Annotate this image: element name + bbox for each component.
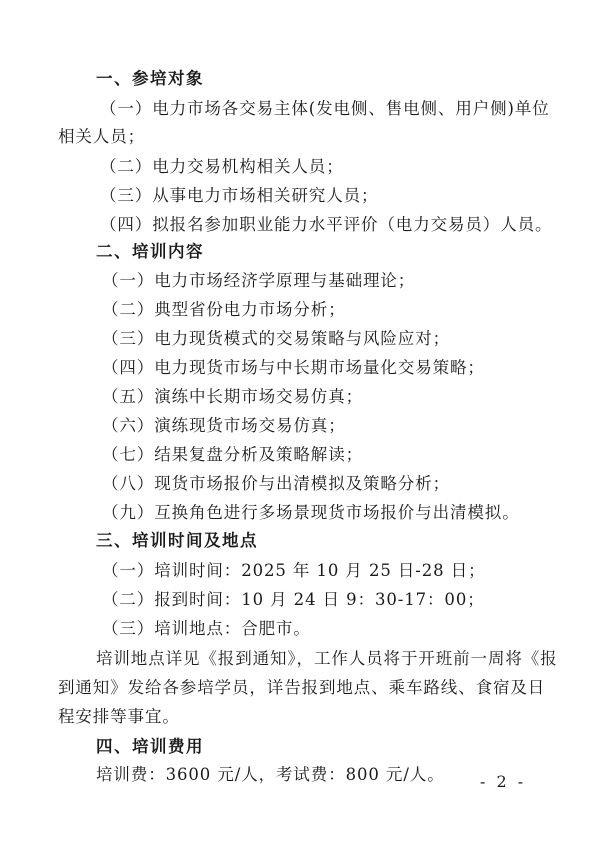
- participant-item-3: （三）从事电力市场相关研究人员；: [100, 186, 379, 205]
- content-item-3: （三）电力现货模式的交易策略与风险应对；: [102, 329, 450, 348]
- schedule-item-training-time: （一）培训时间：2025 年 10 月 25 日-28 日；: [102, 561, 486, 580]
- section-heading-participants: 一、参培对象: [96, 69, 204, 88]
- fees-line: 培训费：3600 元/人，考试费：800 元/人。: [96, 765, 445, 784]
- schedule-item-location: （三）培训地点：合肥市。: [102, 619, 311, 638]
- notice-paragraph-line-3: 程安排等事宜。: [58, 707, 180, 726]
- content-item-7: （七）结果复盘分析及策略解读；: [102, 445, 363, 464]
- section-heading-content: 二、培训内容: [96, 242, 204, 261]
- content-item-1: （一）电力市场经济学原理与基础理论；: [102, 271, 416, 290]
- content-item-4: （四）电力现货市场与中长期市场量化交易策略；: [102, 358, 485, 377]
- participant-item-1: （一）电力市场各交易主体(发电侧、售电侧、用户侧)单位: [100, 99, 550, 118]
- page-number: - 2 -: [480, 772, 527, 791]
- section-heading-time-location: 三、培训时间及地点: [96, 531, 258, 550]
- schedule-item-registration-time: （二）报到时间：10 月 24 日 9：30-17：00；: [102, 590, 485, 609]
- content-item-9: （九）互换角色进行多场景现货市场报价与出清模拟。: [102, 503, 520, 522]
- notice-paragraph-line-1: 培训地点详见《报到通知》，工作人员将于开班前一周将《报: [96, 649, 558, 668]
- content-item-8: （八）现货市场报价与出清模拟及策略分析；: [102, 474, 450, 493]
- notice-paragraph-line-2: 到通知》发给各参培学员，详告报到地点、乘车路线、食宿及日: [58, 678, 546, 697]
- participant-item-2: （二）电力交易机构相关人员；: [100, 157, 344, 176]
- content-item-6: （六）演练现货市场交易仿真；: [102, 416, 346, 435]
- section-heading-fees: 四、培训费用: [96, 737, 204, 756]
- content-item-2: （二）典型省份电力市场分析；: [102, 300, 346, 319]
- content-item-5: （五）演练中长期市场交易仿真；: [102, 387, 363, 406]
- participant-item-1-continued: 相关人员；: [58, 127, 145, 146]
- participant-item-4: （四）拟报名参加职业能力水平评价（电力交易员）人员。: [100, 215, 553, 234]
